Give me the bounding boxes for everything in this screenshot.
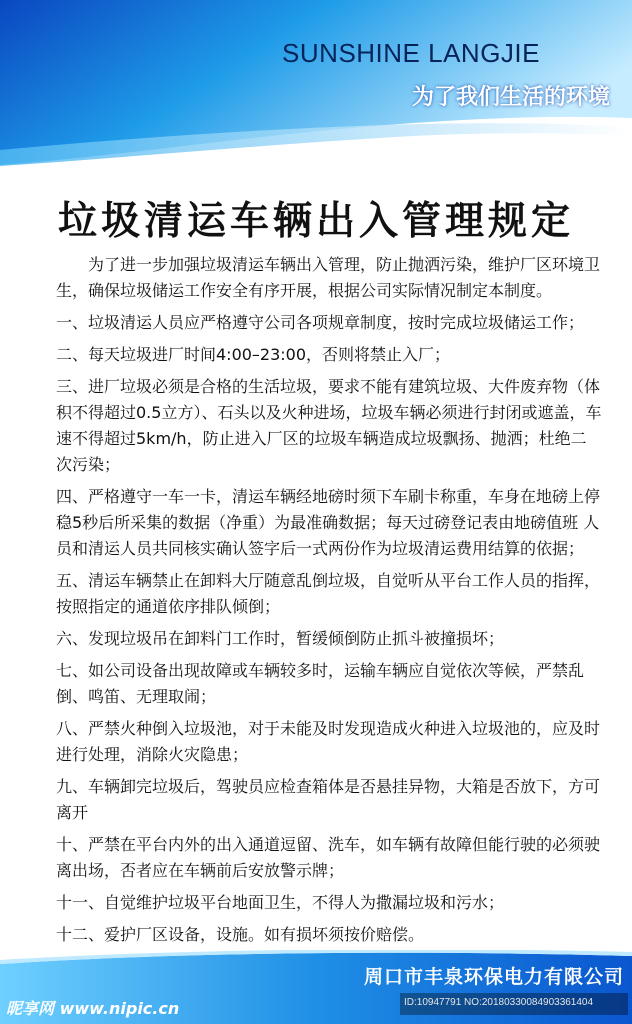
rule-item: 五、清运车辆禁止在卸料大厅随意乱倒垃圾，自觉听从平台工作人员的指挥，按照指定的通道依序排队倾倒； — [56, 571, 601, 616]
watermark-url: www.nipic.cn — [59, 999, 180, 1018]
page-title: 垃圾清运车辆出入管理规定 — [57, 199, 574, 244]
watermark-id-box — [400, 993, 628, 1015]
rule-item: 三、进厂垃圾必须是合格的生活垃圾，要求不能有建筑垃圾、大件废弃物（体积不得超过0.5立方）、石头以及火种进场，垃圾车辆必须进行封闭或遮盖，车速不得超过5km/h，防止进入厂区的垃圾车辆造成垃圾飘扬、抛洒；杜绝二次污染； — [56, 377, 602, 474]
rule-item: 七、如公司设备出现故障或车辆较多时，运输车辆应自觉依次等候，严禁乱倒、鸣笛、无理取闹； — [56, 661, 585, 706]
rule-item: 十二、爱护厂区设备，设施。如有损坏须按价赔偿。 — [56, 925, 425, 944]
rule-item: 二、每天垃圾进厂时间4:00–23:00，否则将禁止入厂； — [56, 345, 451, 364]
rule-item: 十一、自觉维护垃圾平台地面卫生，不得人为撒漏垃圾和污水； — [56, 893, 505, 912]
watermark-logo: 昵享网 — [6, 999, 55, 1018]
brand-name: SUNSHINE LANGJIE — [282, 38, 540, 68]
watermark-id: ID:10947791 NO:20180330084903361404 — [404, 997, 594, 1008]
watermark-site — [6, 996, 179, 1019]
rule-item: 四、严格遵守一车一卡，清运车辆经地磅时须下车刷卡称重，车身在地磅上停稳5秒后所采集的数据（净重）为最准确数据；每天过磅登记表由地磅值班 人员和清运人员共同核实确认签字后一式两份作为垃圾清运费用结算的依据； — [56, 487, 601, 558]
company-name: 周口市丰泉环保电力有限公司 — [363, 966, 624, 988]
rule-item: 六、发现垃圾吊在卸料门工作时，暂缓倾倒防止抓斗被撞损坏； — [56, 629, 505, 648]
rule-item: 十、严禁在平台内外的出入通道逗留、洗车，如车辆有故障但能行驶的必须驶离出场，否者应在车辆前后安放警示牌； — [56, 835, 601, 880]
rule-item: 一、垃圾清运人员应严格遵守公司各项规章制度，按时完成垃圾储运工作； — [56, 313, 585, 332]
header-banner — [0, 0, 632, 170]
rule-item: 八、严禁火种倒入垃圾池，对于未能及时发现造成火种进入垃圾池的，应及时进行处理，消除火灾隐患； — [56, 719, 601, 764]
regulation-body — [56, 252, 602, 948]
slogan: 为了我们生活的环境 — [411, 85, 610, 110]
footer-banner — [0, 950, 632, 1024]
rule-item: 九、车辆卸完垃圾后，驾驶员应检查箱体是否悬挂异物，大箱是否放下，方可离开 — [56, 777, 601, 822]
intro-paragraph: 为了进一步加强垃圾清运车辆出入管理，防止抛洒污染，维护厂区环境卫生，确保垃圾储运工作安全有序开展，根据公司实际情况制定本制度。 — [56, 255, 601, 300]
